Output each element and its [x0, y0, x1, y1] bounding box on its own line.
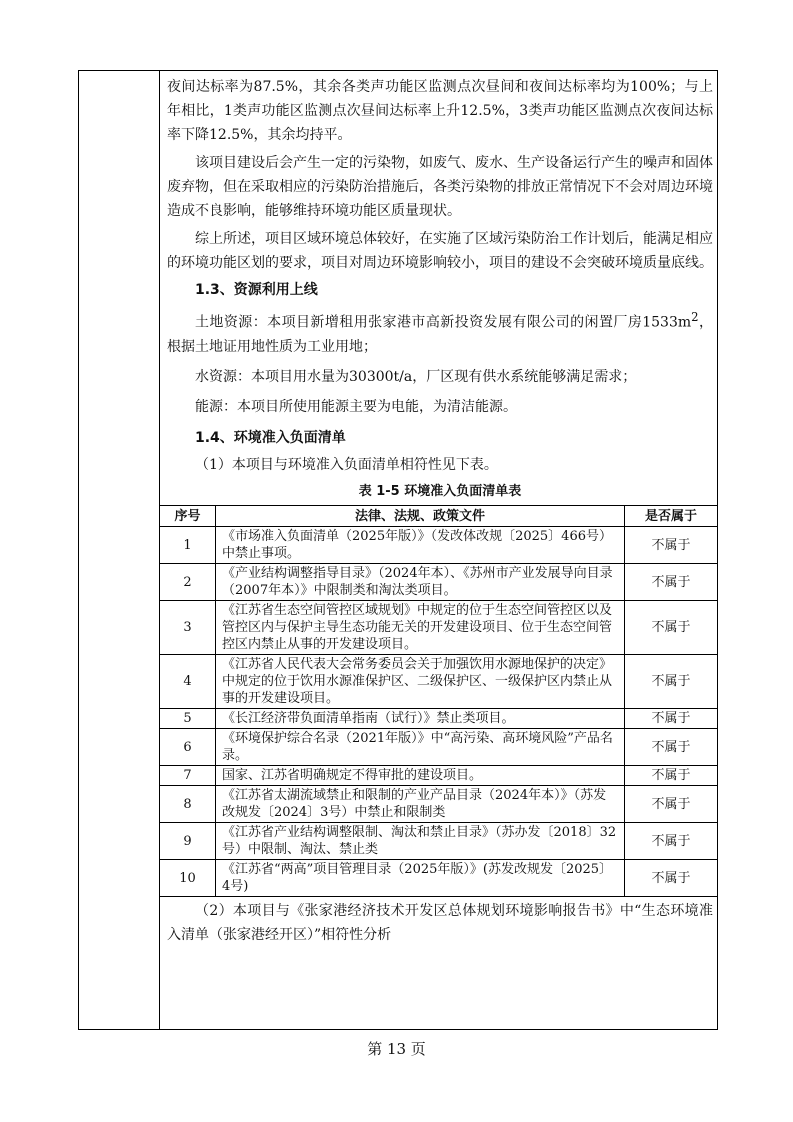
row-result: 不属于 [625, 823, 718, 860]
land-text-a: 土地资源：本项目新增租用张家港市高新投资发展有限公司的闲置厂房1533m [195, 314, 692, 331]
header-no: 序号 [160, 506, 216, 527]
main-content [167, 75, 713, 503]
table-row [160, 729, 718, 766]
row-number: 7 [160, 766, 216, 786]
table-row [160, 786, 718, 823]
paragraph-pollution: 该项目建设后会产生一定的污染物，如废气、废水、生产设备运行产生的噪声和固体废弃物，但在采取相应的污染防治措施后，各类污染物的排放正常情况下不会对周边环境造成不良影响，能够维持环境功能区质量现状。 [167, 155, 713, 219]
row-result: 不属于 [625, 786, 718, 823]
table-row [160, 860, 718, 897]
header-result: 是否属于 [625, 506, 718, 527]
land-unit-superscript: 2 [691, 310, 699, 324]
row-document: 《江苏省产业结构调整限制、淘汰和禁止目录》（苏办发〔2018〕32号）中限制、淘汰、禁止类 [216, 823, 625, 860]
row-result: 不属于 [625, 729, 718, 766]
row-number: 5 [160, 709, 216, 729]
row-document: 《江苏省人民代表大会常务委员会关于加强饮用水源地保护的决定》中规定的位于饮用水源准保护区、二级保护区、一级保护区内禁止从事的开发建设项目。 [216, 655, 625, 709]
row-document: 《江苏省生态空间管控区域规划》中规定的位于生态空间管控区以及管控区内与保护主导生态功能无关的开发建设项目、位于生态空间管控区内禁止从事的开发建设项目。 [216, 601, 625, 655]
row-number: 9 [160, 823, 216, 860]
row-document: 《江苏省“两高”项目管理目录（2025年版）》(苏发改规发〔2025〕4号) [216, 860, 625, 897]
section-heading-negative-list: 1.4、环境准入负面清单 [195, 429, 346, 446]
table-row [160, 564, 718, 601]
paragraph-conclusion: 综上所述，项目区域环境总体较好，在实施了区域污染防治工作计划后，能满足相应的环境功能区划的要求，项目对周边环境影响较小，项目的建设不会突破环境质量底线。 [167, 231, 713, 271]
table-header-row [160, 506, 718, 527]
row-result: 不属于 [625, 655, 718, 709]
row-number: 3 [160, 601, 216, 655]
row-document: 《市场准入负面清单（2025年版）》（发改体改规〔2025〕466号）中禁止事项。 [216, 527, 625, 564]
table-row [160, 601, 718, 655]
page-frame [78, 70, 718, 1030]
paragraph-noise-summary: 夜间达标率为87.5%，其余各类声功能区监测点次昼间和夜间达标率均为100%；与上年相比，1类声功能区监测点次昼间达标率上升12.5%，3类声功能区监测点次夜间达标率下降12.5%，其余均持平。 [167, 79, 713, 143]
row-document: 《长江经济带负面清单指南（试行）》禁止类项目。 [216, 709, 625, 729]
negative-list-table [159, 505, 718, 897]
row-number: 10 [160, 860, 216, 897]
row-result: 不属于 [625, 860, 718, 897]
paragraph-energy-resource: 能源：本项目所使用能源主要为电能，为清洁能源。 [195, 398, 517, 415]
row-number: 6 [160, 729, 216, 766]
table-row [160, 766, 718, 786]
row-document: 国家、江苏省明确规定不得审批的建设项目。 [216, 766, 625, 786]
row-number: 1 [160, 527, 216, 564]
table-row [160, 655, 718, 709]
land-text-b: ，根据土地证用地性质为工业用地； [167, 314, 714, 355]
table-row [160, 527, 718, 564]
paragraph-water-resource: 水资源：本项目用水量为30300t/a，厂区现有供水系统能够满足需求； [195, 368, 637, 385]
row-document: 《环境保护综合名录（2021年版）》中“高污染、高环境风险”产品名录。 [216, 729, 625, 766]
table-row [160, 823, 718, 860]
row-result: 不属于 [625, 766, 718, 786]
row-result: 不属于 [625, 527, 718, 564]
row-number: 4 [160, 655, 216, 709]
page-number: 第 13 页 [367, 1040, 426, 1058]
row-number: 2 [160, 564, 216, 601]
paragraph-table-intro: （1）本项目与环境准入负面清单相符性见下表。 [195, 456, 498, 473]
section-heading-resource: 1.3、资源利用上线 [195, 282, 318, 298]
row-document: 《产业结构调整指导目录》（2024年本）、《苏州市产业发展导向目录（2007年本）》中限制类和淘汰类项目。 [216, 564, 625, 601]
row-result: 不属于 [625, 564, 718, 601]
table-body [160, 527, 718, 897]
row-result: 不属于 [625, 709, 718, 729]
row-result: 不属于 [625, 601, 718, 655]
table-title: 表 1-5 环境准入负面清单表 [358, 483, 522, 499]
paragraph-land-resource [167, 305, 713, 359]
table-row [160, 709, 718, 729]
row-number: 8 [160, 786, 216, 823]
paragraph-development-zone-analysis: （2）本项目与《张家港经济技术开发区总体规划环境影响报告书》中“生态环境准入清单（张家港经开区）”相符性分析 [167, 903, 713, 943]
row-document: 《江苏省太湖流域禁止和限制的产业产品目录（2024年本）》（苏发改规发〔2024〕3号）中禁止和限制类 [216, 786, 625, 823]
header-document: 法律、法规、政策文件 [216, 506, 625, 527]
